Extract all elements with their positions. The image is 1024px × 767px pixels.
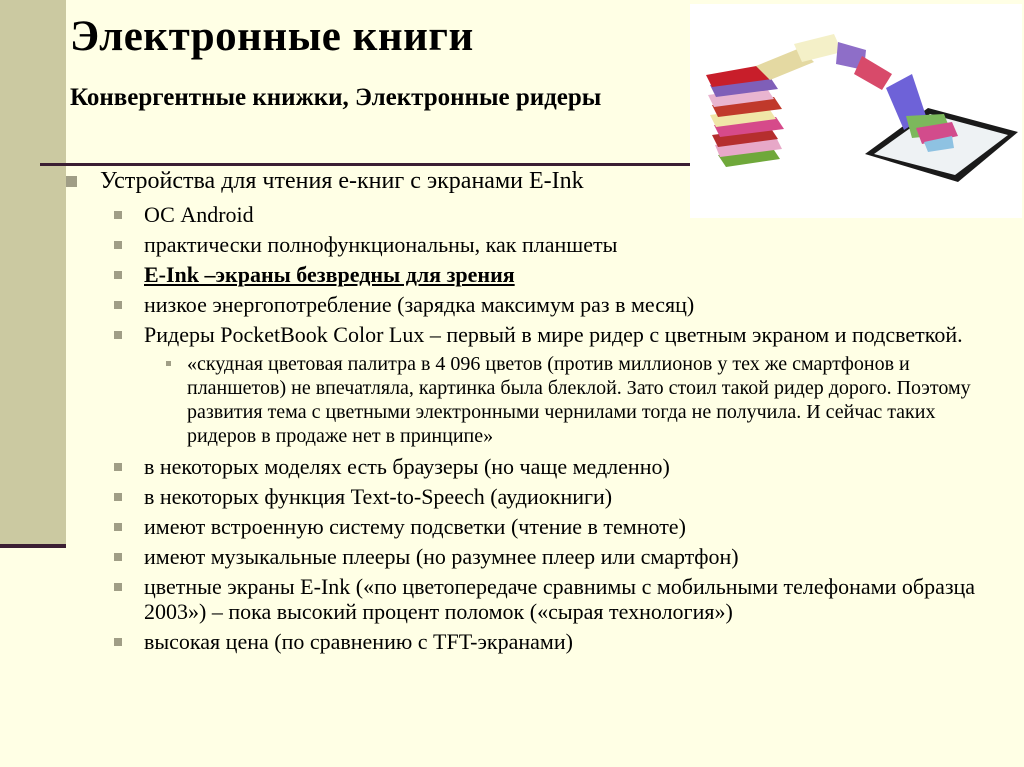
square-bullet-icon	[114, 241, 122, 249]
list-heading	[60, 166, 1000, 196]
list-item-text: ОС Android	[144, 202, 254, 227]
square-bullet-icon	[114, 271, 122, 279]
slide-title: Электронные книги	[70, 13, 474, 60]
list-item-text: имеют музыкальные плееры (но разумнее плеер или смартфон)	[144, 544, 739, 569]
list-heading-text: Устройства для чтения е-книг с экранами E-Ink	[100, 168, 584, 194]
square-bullet-icon	[114, 583, 122, 591]
square-bullet-icon	[114, 523, 122, 531]
side-rule	[0, 544, 66, 548]
list-item-text: Ридеры PocketBook Color Lux – первый в мире ридер с цветным экраном и подсветкой.	[144, 322, 963, 347]
flying-books-icon	[756, 34, 958, 152]
list-item-text: низкое энергопотребление (зарядка максимум раз в месяц)	[144, 292, 695, 317]
list-item-text: E-Ink –экраны безвредны для зрения	[144, 262, 515, 287]
list-item	[60, 322, 1000, 347]
list-item	[60, 454, 1000, 479]
list-item	[60, 514, 1000, 539]
square-bullet-icon	[114, 638, 122, 646]
list-item-text: в некоторых моделях есть браузеры (но чаще медленно)	[144, 454, 670, 479]
slide-content	[60, 166, 1000, 659]
list-item	[60, 484, 1000, 509]
list-item	[60, 292, 1000, 317]
slide-subtitle: Конвергентные книжки, Электронные ридеры	[70, 84, 602, 111]
square-bullet-icon	[114, 463, 122, 471]
square-bullet-icon	[114, 493, 122, 501]
list-item-text: цветные экраны E-Ink («по цветопередаче сравнимы с мобильными телефонами образца 2003») – пока высокий процент поломок («сырая технология»)	[144, 574, 976, 624]
list-item-text: имеют встроенную систему подсветки (чтение в темноте)	[144, 514, 686, 539]
square-bullet-icon	[166, 361, 171, 366]
list-item-text: высокая цена (по сравнению с TFT-экранами)	[144, 629, 573, 654]
quote-text: «скудная цветовая палитра в 4 096 цветов (против миллионов у тех же смартфонов и планшетов) не впечатляла, картинка была блеклой. Зато стоил такой ридер дорого. Поэтому развития тема с цветными электронными чернилами тогда не получила. И сейчас таких ридеров в продаже нет в принципе»	[187, 353, 971, 447]
list-item	[60, 574, 1000, 624]
square-bullet-icon	[114, 331, 122, 339]
list-item-text: практически полнофункциональны, как планшеты	[144, 232, 618, 257]
square-bullet-icon	[114, 553, 122, 561]
list-item	[60, 202, 1000, 227]
book-stack-icon	[706, 65, 784, 167]
square-bullet-icon	[66, 176, 77, 187]
square-bullet-icon	[114, 211, 122, 219]
list-item-emphasized	[60, 262, 1000, 287]
quote-item	[60, 352, 1000, 448]
list-item	[60, 232, 1000, 257]
list-item-text: в некоторых функция Text-to-Speech (аудиокниги)	[144, 484, 613, 509]
square-bullet-icon	[114, 301, 122, 309]
list-item	[60, 629, 1000, 654]
list-item	[60, 544, 1000, 569]
side-band	[0, 0, 66, 546]
